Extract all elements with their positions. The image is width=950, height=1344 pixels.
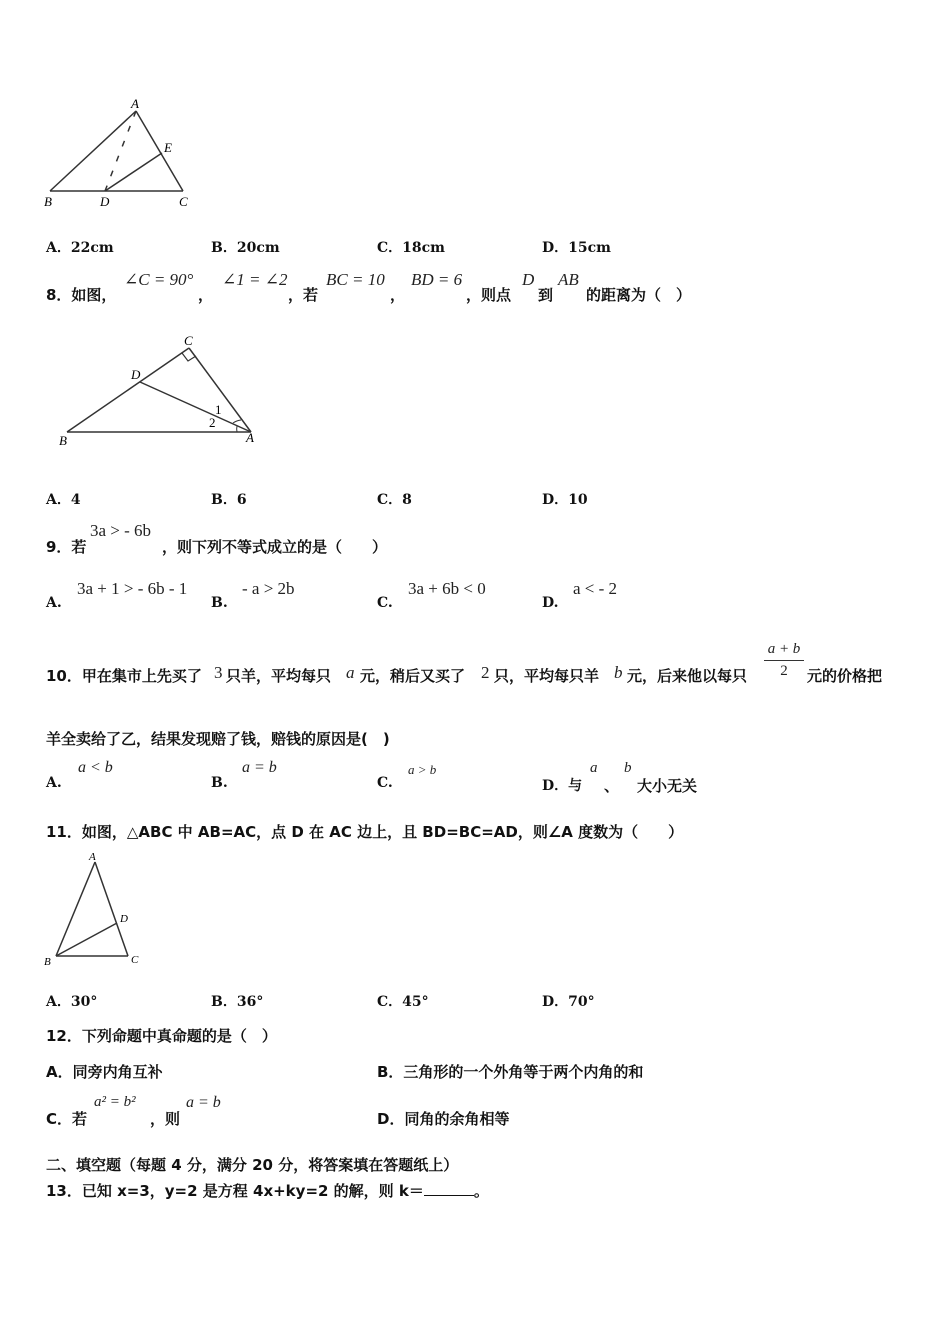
q7-fig-label-c: C [179,194,188,209]
q8-number: 8．如图， [46,286,117,304]
q10-option-b-label[interactable]: B. [211,775,228,791]
q10-part1: 10．甲在集市上先买了 [46,667,202,685]
q11-fig-label-d: D [120,913,128,925]
q10-option-d-sep: 、 [604,777,620,795]
q11-fig-label-b: B [44,956,51,968]
q10-option-d-var-b: b [624,760,632,776]
q8-point-d: D [522,270,535,289]
q7-fig-label-a: A [131,96,139,111]
q8-segment-ab: AB [558,270,579,289]
q8-option-a[interactable]: A．4 [46,492,81,508]
q10-num-2: 2 [481,663,490,682]
q8-angles-equal: ∠1 = ∠2 [222,270,288,289]
q12-option-b[interactable]: B．三角形的一个外角等于两个内角的和 [377,1063,644,1081]
q8-fig-label-c: C [184,333,193,348]
q9-number: 9．若 [46,538,87,556]
q12-option-c-prefix[interactable]: C．若 [46,1110,88,1128]
q10-option-d-label[interactable]: D．与 [542,778,583,794]
q13-line [46,1180,489,1201]
q11-stem: 11．如图，△ABC 中 AB=AC，点 D 在 AC 边上，且 BD=BC=AD，则∠A 度数为（ ） [46,823,684,841]
q9-option-a-label[interactable]: A. [46,595,62,611]
q7-option-c[interactable]: C．18cm [377,240,445,256]
q10-option-d-var-a: a [590,760,598,776]
q8-tail: 的距离为（ ） [586,286,692,304]
q10-frac-denominator: 2 [780,663,788,679]
q11-option-a[interactable]: A．30° [46,994,98,1010]
q7-option-b[interactable]: B．20cm [211,240,280,256]
q10-part5: 元，后来他以每只 [627,667,748,685]
q8-angle-c: ∠C = 90° [124,270,194,289]
q8-fig-label-d: D [131,367,141,382]
q13-stem: 13．已知 x=3，y=2 是方程 4x+ky=2 的解，则 k＝ [46,1182,424,1200]
q8-fig-label-a: A [246,430,254,445]
q9-option-a-expr[interactable]: 3a + 1 > - 6b - 1 [77,579,188,598]
q9-option-c-expr[interactable]: 3a + 6b < 0 [408,579,486,598]
q8-option-d[interactable]: D．10 [542,492,588,508]
q10-var-a: a [346,663,355,682]
q9-option-d-label[interactable]: D. [542,595,559,611]
q8-sep1: ， [198,286,214,304]
q11-triangle-figure [40,848,150,970]
q10-part2: 只羊，平均每只 [226,667,332,685]
q12-option-c-mid: ，则 [150,1110,181,1128]
q8-zedian: ，则点 [466,286,512,304]
q12-option-c-result: a = b [186,1094,221,1111]
q7-option-a[interactable]: A．22cm [46,240,114,256]
q8-fig-angle-2: 2 [209,415,216,430]
q8-option-b[interactable]: B．6 [211,492,247,508]
q10-line2: 羊全卖给了乙，结果发现赔了钱，赔钱的原因是( ) [46,730,390,748]
q9-option-b-label[interactable]: B. [211,595,228,611]
q10-part4: 只，平均每只羊 [494,667,600,685]
q9-option-b-expr[interactable]: - a > 2b [242,579,295,598]
q10-fraction [762,640,806,681]
q13-answer-blank[interactable] [424,1181,474,1196]
q9-tail: ，则下列不等式成立的是（ ） [162,538,388,556]
q7-triangle-figure [40,95,200,215]
q10-option-c-expr[interactable]: a > b [408,762,437,777]
q9-option-c-label[interactable]: C. [377,595,393,611]
q8-triangle-figure [55,330,265,450]
q12-option-a[interactable]: A．同旁内角互补 [46,1063,163,1081]
q11-fig-label-c: C [131,954,139,966]
q10-part3: 元，稍后又买了 [360,667,466,685]
q9-condition: 3a > - 6b [90,521,152,540]
q7-fig-label-e: E [164,140,172,155]
q10-frac-numerator: a + b [767,641,801,657]
q11-fig-label-a: A [89,851,96,863]
q12-stem: 12．下列命题中真命题的是（ ） [46,1027,277,1045]
q11-option-b[interactable]: B．36° [211,994,264,1010]
q7-fig-label-b: B [44,194,52,209]
q12-option-d[interactable]: D．同角的余角相等 [377,1110,510,1128]
q10-option-c-label[interactable]: C. [377,775,393,791]
q8-bc-value: BC = 10 [326,270,385,289]
q10-option-a-expr[interactable]: a < b [78,759,113,776]
q10-var-b: b [614,663,623,682]
q10-part6: 元的价格把 [807,667,883,685]
q8-sep2: ， [390,286,406,304]
q11-option-c[interactable]: C．45° [377,994,429,1010]
q8-option-c[interactable]: C．8 [377,492,412,508]
q9-option-d-expr[interactable]: a < - 2 [573,579,618,598]
section2-title: 二、填空题（每题 4 分，满分 20 分，将答案填在答题纸上） [46,1156,459,1174]
q10-option-d-tail: 大小无关 [637,777,698,795]
q8-ruo: ，若 [288,286,319,304]
q11-option-d[interactable]: D．70° [542,994,595,1010]
q8-bd-value: BD = 6 [411,270,463,289]
q12-option-c-condition: a² = b² [94,1094,136,1110]
q8-dao: 到 [538,286,554,304]
q8-fig-angle-1: 1 [215,402,222,417]
q7-option-d[interactable]: D．15cm [542,240,611,256]
q10-option-b-expr[interactable]: a = b [242,759,277,776]
q8-fig-label-b: B [59,433,67,448]
q7-fig-label-d: D [100,194,110,209]
q10-option-a-label[interactable]: A. [46,775,62,791]
q13-tail: 。 [473,1182,489,1200]
q10-num-3: 3 [214,663,223,682]
